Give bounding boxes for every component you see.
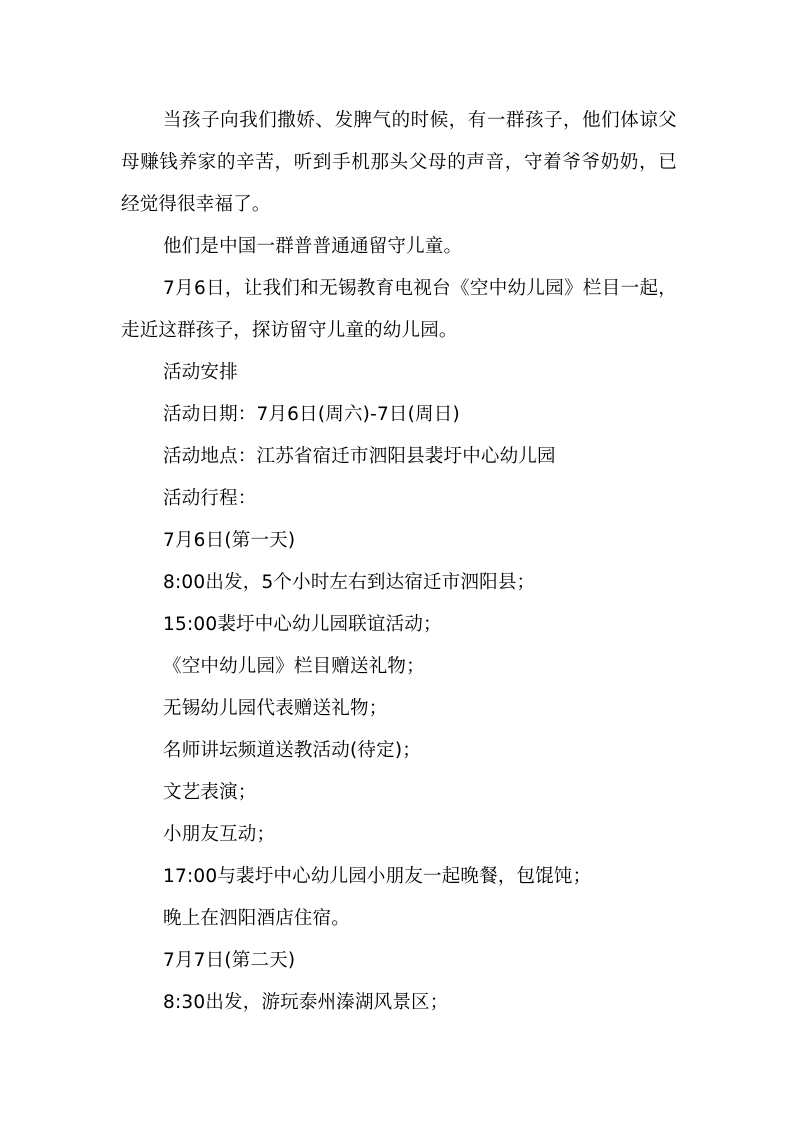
list-item: 8:00出发，5个小时左右到达宿迁市泗阳县； bbox=[163, 572, 536, 593]
list-item: 文艺表演； bbox=[163, 782, 257, 803]
activity-location: 活动地点：江苏省宿迁市泗阳县裴圩中心幼儿园 bbox=[163, 446, 556, 467]
list-item: 晚上在泗阳酒店住宿。 bbox=[163, 908, 351, 929]
list-item: 8:30出发，游玩泰州溱湖风景区； bbox=[163, 992, 449, 1013]
document-body bbox=[121, 100, 677, 1024]
activity-date: 活动日期：7月6日(周六)-7日(周日) bbox=[163, 404, 460, 425]
schedule-heading: 活动安排 bbox=[163, 362, 238, 383]
invitation-paragraph: 7月6日，让我们和无锡教育电视台《空中幼儿园》栏目一起，走近这群孩子，探访留守儿童的幼儿园。 bbox=[121, 278, 677, 341]
itinerary-heading: 活动行程： bbox=[163, 488, 257, 509]
list-item: 无锡幼儿园代表赠送礼物； bbox=[163, 698, 388, 719]
list-item: 17:00与裴圩中心幼儿园小朋友一起晚餐，包馄饨； bbox=[163, 866, 592, 887]
list-item: 小朋友互动； bbox=[163, 824, 276, 845]
list-item: 名师讲坛频道送教活动(待定)； bbox=[163, 740, 421, 761]
day1-title: 7月6日(第一天) bbox=[163, 530, 296, 551]
list-item: 15:00裴圩中心幼儿园联谊活动； bbox=[163, 614, 442, 635]
list-item: 《空中幼儿园》栏目赠送礼物； bbox=[163, 656, 425, 677]
statement-paragraph: 他们是中国一群普普通通留守儿童。 bbox=[163, 236, 463, 257]
day2-title: 7月7日(第二天) bbox=[163, 950, 296, 971]
intro-paragraph: 当孩子向我们撒娇、发脾气的时候，有一群孩子，他们体谅父母赚钱养家的辛苦，听到手机那头父母的声音，守着爷爷奶奶，已经觉得很幸福了。 bbox=[121, 110, 677, 215]
